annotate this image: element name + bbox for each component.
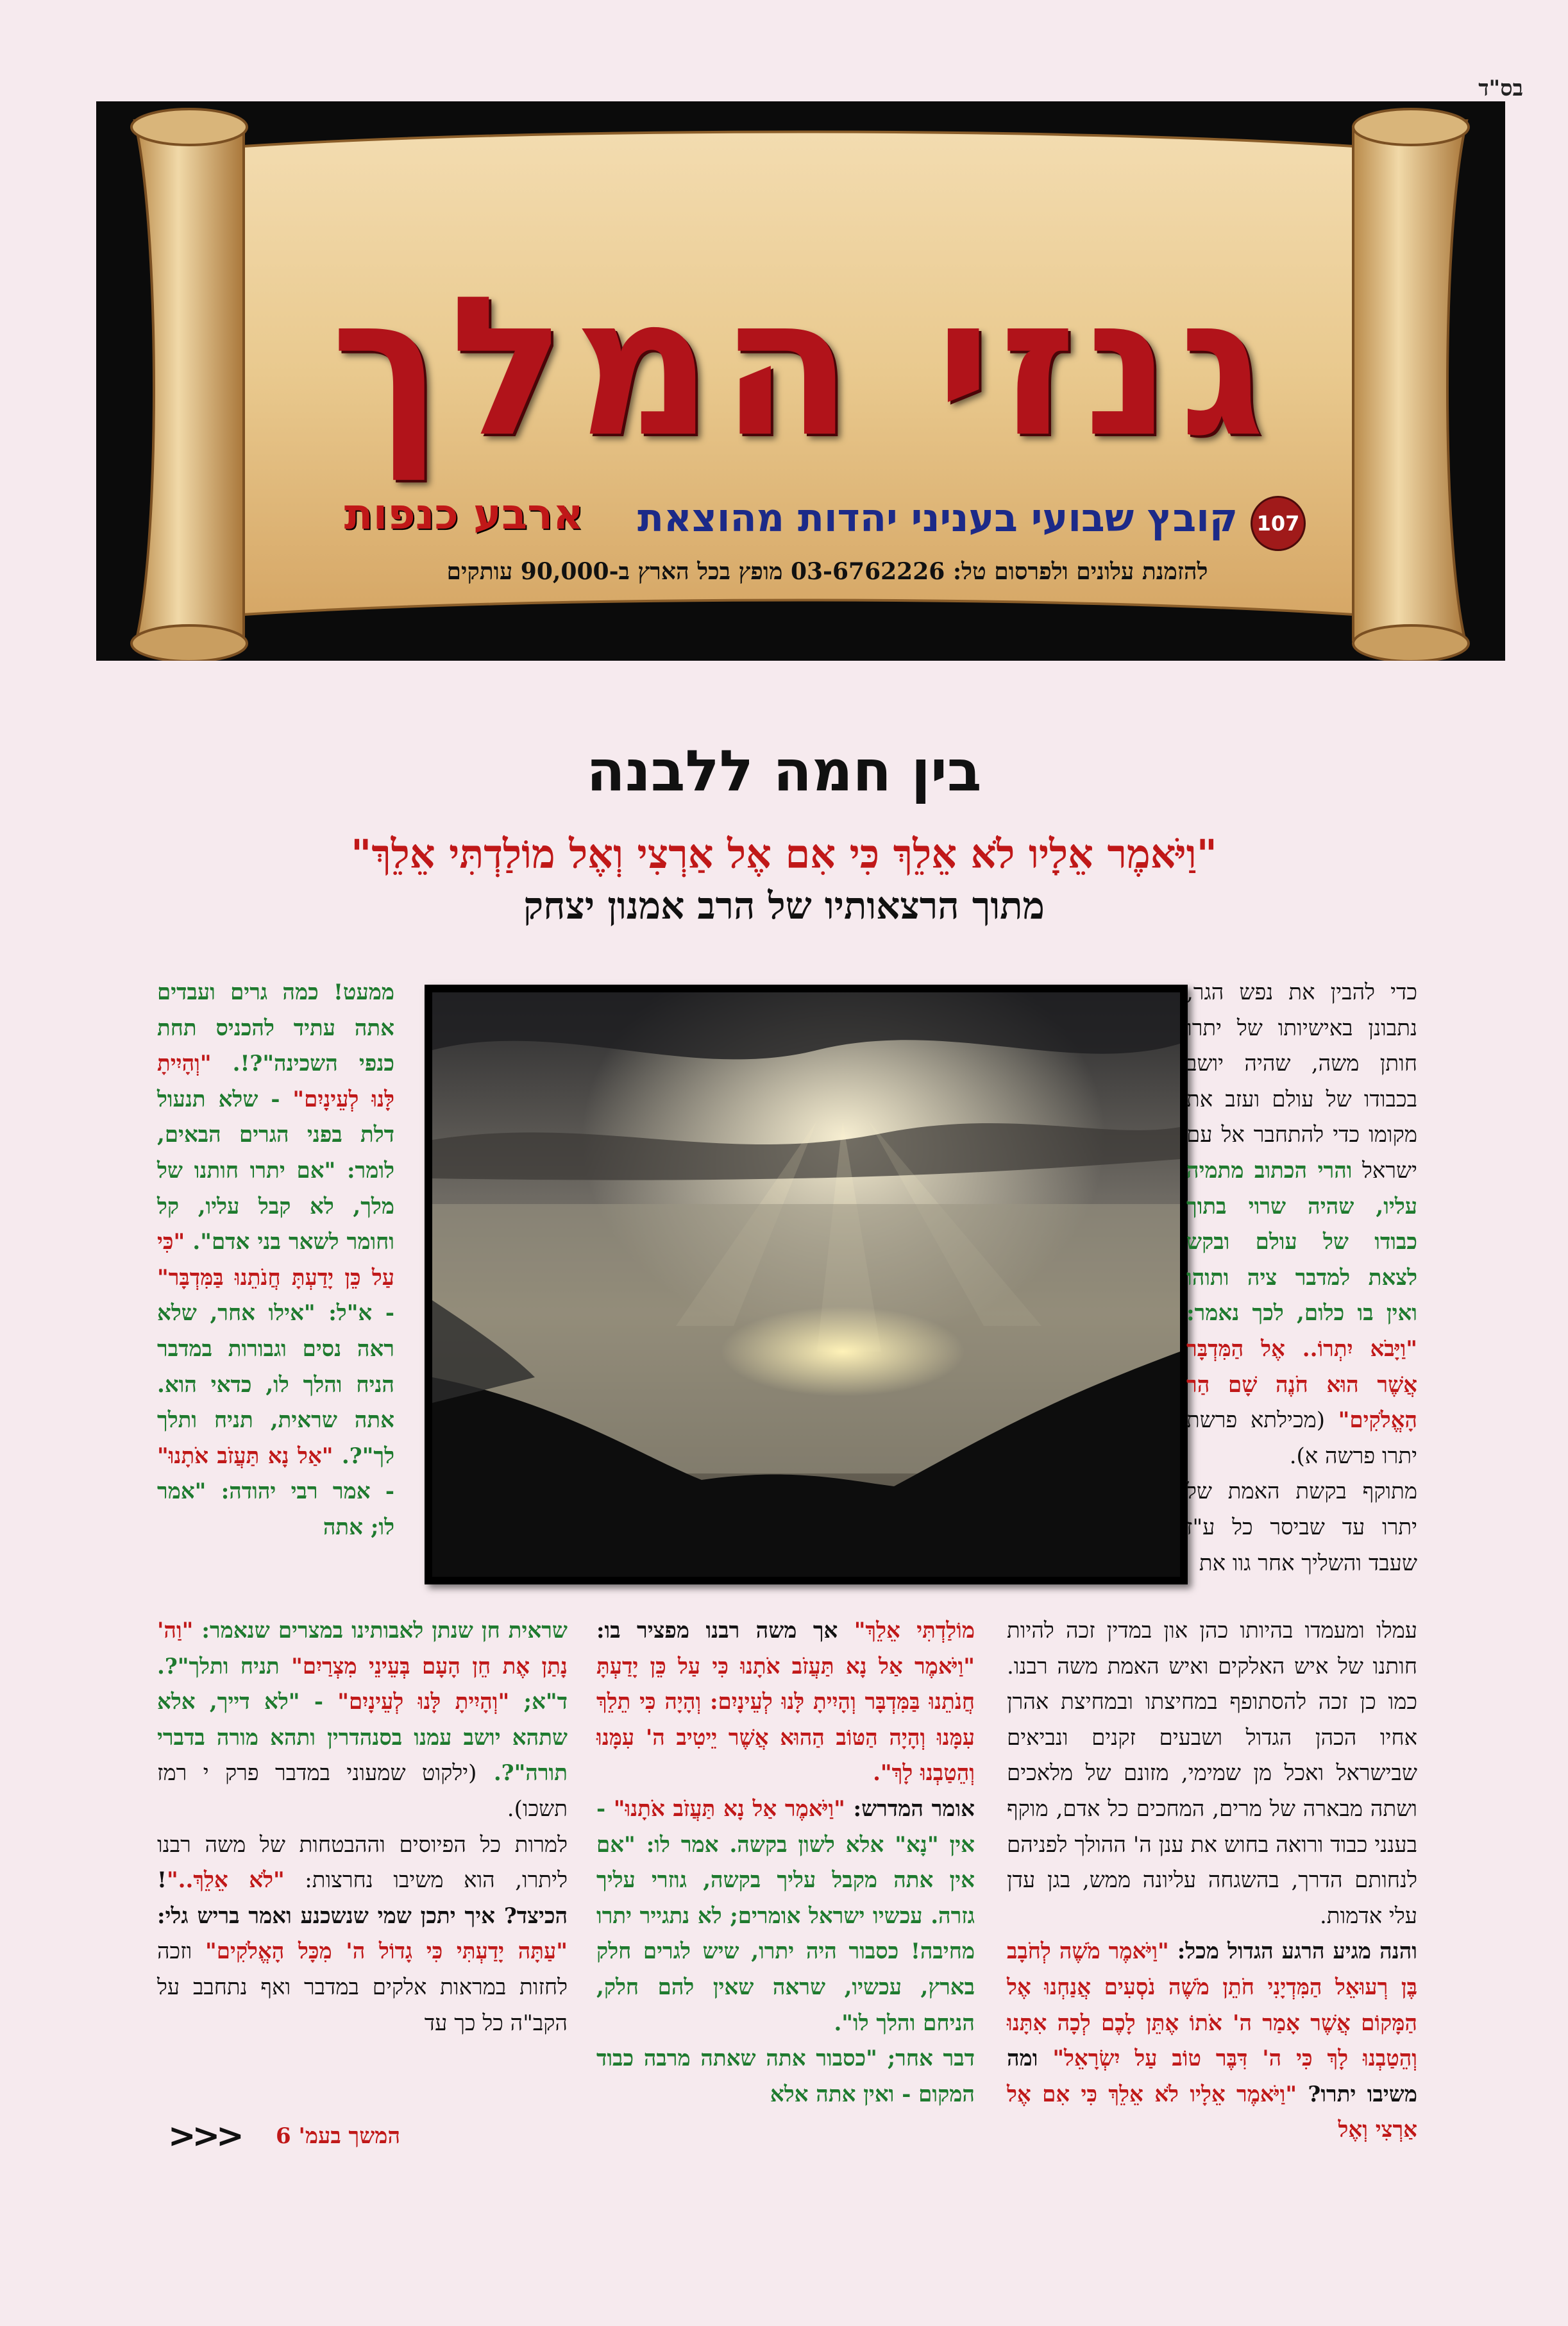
column-left-bottom xyxy=(157,1613,568,2041)
text-run: אך משה רבנו מפציר בו: xyxy=(596,1618,854,1643)
issue-number-badge: 107 xyxy=(1251,496,1306,551)
article-quote: "וַיֹּאמֶר אֵלָיו לֹא אֵלֵךְ כִּי אִם אֶל אַרְצִי וְאֶל מוֹלַדְתִּי אֵלֵךְ" xyxy=(351,831,1217,878)
sunset-photo xyxy=(425,985,1188,1584)
paragraph xyxy=(1007,1934,1417,2148)
text-run: דבר אחר; "כסבור אתה שאתה מרבה כבוד המקום - ואין אתה אלא xyxy=(596,2046,975,2107)
text-run: - "לא דייך, אלא שתהא יושב עמנו בסנהדרין ותהא מורה בדברי תורה"?. xyxy=(157,1689,568,1787)
paragraph xyxy=(596,2041,975,2112)
text-run: - אמר רבי יהודה: "אמר לו; אתה xyxy=(157,1479,394,1540)
text-run: - אין "נָא" אלא לשון בקשה. אמר לו: "אם אין אתה מקבל עליך בקשה, גוזרי עליך גזרה. עכשיו ישראל אומרים; לא נתגייר יתרו מחיבה! כסבור היה יתרו, שיש לגרים חלק בארץ, עכשיו, שראה שאין להם חלק, הניחם והלך לו". xyxy=(596,1795,975,2036)
text-run: ממעט! כמה גרים ועבדים אתה עתיד להכניס תחת כנפי השכינה"?!. xyxy=(157,980,394,1077)
text-run: "וַיֹּאמֶר אֵלָיו לֹא אֵלֵךְ כִּי אִם אֶל אַרְצִי וְאֶל xyxy=(1007,2081,1417,2143)
text-run: "וַיָּבֹא יִתְרוֹ.. אֶל הַמִּדְבָּר אֲשֶׁר הוּא חֹנֶה שָׁם הַר הָאֱלֹקִים" xyxy=(1186,1336,1417,1434)
text-run: והנה מגיע הרגע הגדול מכל: xyxy=(1168,1939,1417,1965)
text-run: כדי להבין את נפש הגר, נתבונן באישיותו של יתרו חותן משה, שהיה יושב בכבודו של עולם ועזב את מקומו כדי להתחבר אל עם ישראל xyxy=(1186,980,1417,1184)
text-run: מוֹלַדְתִּי אֵלֵךְ" xyxy=(854,1618,975,1643)
column-left-top xyxy=(157,975,394,1546)
text-run: "וַיֹּאמֶר מֹשֶׁה לְחֹבָב בֶּן רְעוּאֵל הַמִּדְיָנִי חֹתֵן מֹשֶׁה נֹסְעִים אֲנַחְנוּ אֶל הַמָּקוֹם אֲשֶׁר אָמַר ה' אֹתוֹ אֶתֵּן לָכֶם לְכָה אִתָּנוּ וְהֵטַבְנוּ לָךְ כִּי ה' דִּבֶּר טוֹב עַל יִשְׂרָאֵל" xyxy=(1007,1939,1417,2072)
continue-arrows-icon: <<< xyxy=(168,2117,240,2155)
column-middle-bottom xyxy=(596,1613,975,2112)
text-run: והרי הכתוב מתמיה עליו, שהיה שרוי בתוך כבודו של עולם ובקש לצאת למדבר ציה ותוהו ואין בו כלום, לכך נאמר: xyxy=(1186,1157,1417,1327)
text-run: מתוקף בקשת האמת של יתרו עד שביסר כל ע"ז שעבד והשליך אחר גוו את xyxy=(1186,1479,1417,1576)
publisher-logo: ארבע כנפות xyxy=(344,489,584,539)
text-run: שראית חן שנתן לאבותינו במצרים שנאמר: xyxy=(193,1618,568,1643)
text-run: - שלא תנעול דלת בפני הגרים הבאים, לומר: "אם יתרו חותנו של מלך, לא קבל עליו, קל וחומר לשאר בני אדם". xyxy=(157,1086,394,1255)
text-run: "וַיֹּאמֶר אַל נָא תַּעֲזֹב אֹתָנוּ כִּי עַל כֵּן יָדַעְתָּ חֲנֹתֵנוּ בַּמִּדְבָּר וְהָיִיתָ לָּנוּ לְעֵינָיִם: וְהָיָה כִּי תֵלֵךְ עִמָּנוּ וְהָיָה הַטּוֹב הַהוּא אֲשֶׁר יֵיטִיב ה' עִמָּנוּ וְהֵטַבְנוּ לָךְ". xyxy=(596,1653,975,1787)
text-run: - א"ל: "אילו אחר, שלא ראה נסים וגבורות במדבר הניח והלך לו, כדאי הוא. אתה שראית, תניח ותלך לך"?. xyxy=(157,1300,394,1469)
paragraph xyxy=(1186,975,1417,1474)
masthead xyxy=(96,101,1505,661)
text-run: אומר המדרש: xyxy=(845,1795,975,1822)
paragraph xyxy=(157,1828,568,2042)
sunset-image xyxy=(432,992,1180,1577)
paragraph xyxy=(1186,1474,1417,1581)
text-run: (ילקוט שמעוני במדבר פרק י רמז תשכו). xyxy=(157,1760,568,1822)
paragraph xyxy=(157,975,394,1546)
corner-mark: בס"ד xyxy=(1478,76,1523,101)
text-run: ומה משיבו יתרו? xyxy=(1007,2046,1417,2107)
paragraph xyxy=(596,1613,975,1792)
text-run: (מכילתא פרשת יתרו פרשה א). xyxy=(1186,1407,1417,1469)
text-run: "וַיֹּאמֶר אַל נָא תַּעֲזֹב אֹתָנוּ" xyxy=(613,1795,845,1822)
contact-line: להזמנת עלונים ולפרסום טל: 03-6762226 מופץ בכל הארץ ב-90,000 עותקים xyxy=(446,558,1208,585)
text-run: "לֹא אֵלֵךְ.." xyxy=(166,1867,285,1894)
text-run: תניח ותלך"?. ד"א; xyxy=(157,1653,568,1715)
masthead-title: גנזי המלך xyxy=(330,255,1273,479)
text-run: ! הכיצד? איך יתכן שמי שנשכנע ואמר בריש גלי: xyxy=(157,1867,568,1929)
continued-note: המשך בעמ' 6 xyxy=(276,2123,401,2149)
text-run: "וַה' נָתַן אֶת חֵן הָעָם בְּעֵינֵי מִצְרַיִם" xyxy=(157,1618,568,1679)
text-run: וזכה לחזות במראות אלקים במדבר ואף נתחבב על הקב"ה כל כך עד xyxy=(157,1939,568,2036)
column-right-top xyxy=(1186,975,1417,1581)
masthead-subtitle: קובץ שבועי בעניני יהדות מהוצאת xyxy=(637,496,1238,541)
text-run: "וְהָיִיתָ לָּנוּ לְעֵינָיִם" xyxy=(157,1051,394,1112)
text-run: "כִּי עַל כֵּן יָדַעְתָּ חֲנֹתֵנוּ בַּמִּדְבָּר" xyxy=(157,1229,394,1291)
paragraph xyxy=(1007,1613,1417,1934)
article-byline: מתוך הרצאותיו של הרב אמנון יצחק xyxy=(523,884,1045,928)
paragraph xyxy=(157,1613,568,1828)
text-run: למרות כל הפיוסים וההבטחות של משה רבנו ליתרו, הוא משיבו נחרצות: xyxy=(157,1831,568,1894)
column-right-bottom xyxy=(1007,1613,1417,2148)
paragraph xyxy=(596,1792,975,2041)
text-run: "עַתָּה יָדַעְתִּי כִּי גָדוֹל ה' מִכָּל הָאֱלֹקִים" xyxy=(205,1939,568,1965)
article-headline: בין חמה ללבנה xyxy=(586,738,982,804)
text-run: עמלו ומעמדו בהיותו כהן און במדין זכה להיות חותנו של איש האלקים ואיש האמת משה רבנו. כמו כן זכה להסתופף במחיצתו ובמחיצת אהרן אחיו הכהן הגדול ושבעים זקנים ונביאים שבישראל ואכל מן שמימי, מזונם של מלאכים ושתה מבארה של מרים, המחכים כל אדם, מוקף בענני כבוד ורואה בחוש את ענן ה' ההולך לפניהם לנחותם הדרך, בהשגחה עליונה ממש, בגן עדן עלי אדמות. xyxy=(1007,1618,1417,1929)
text-run: "וְהָיִיתָ לָּנוּ לְעֵינָיִם" xyxy=(337,1689,510,1715)
text-run: "אַל נָא תַּעֲזֹב אֹתָנוּ" xyxy=(157,1443,333,1469)
